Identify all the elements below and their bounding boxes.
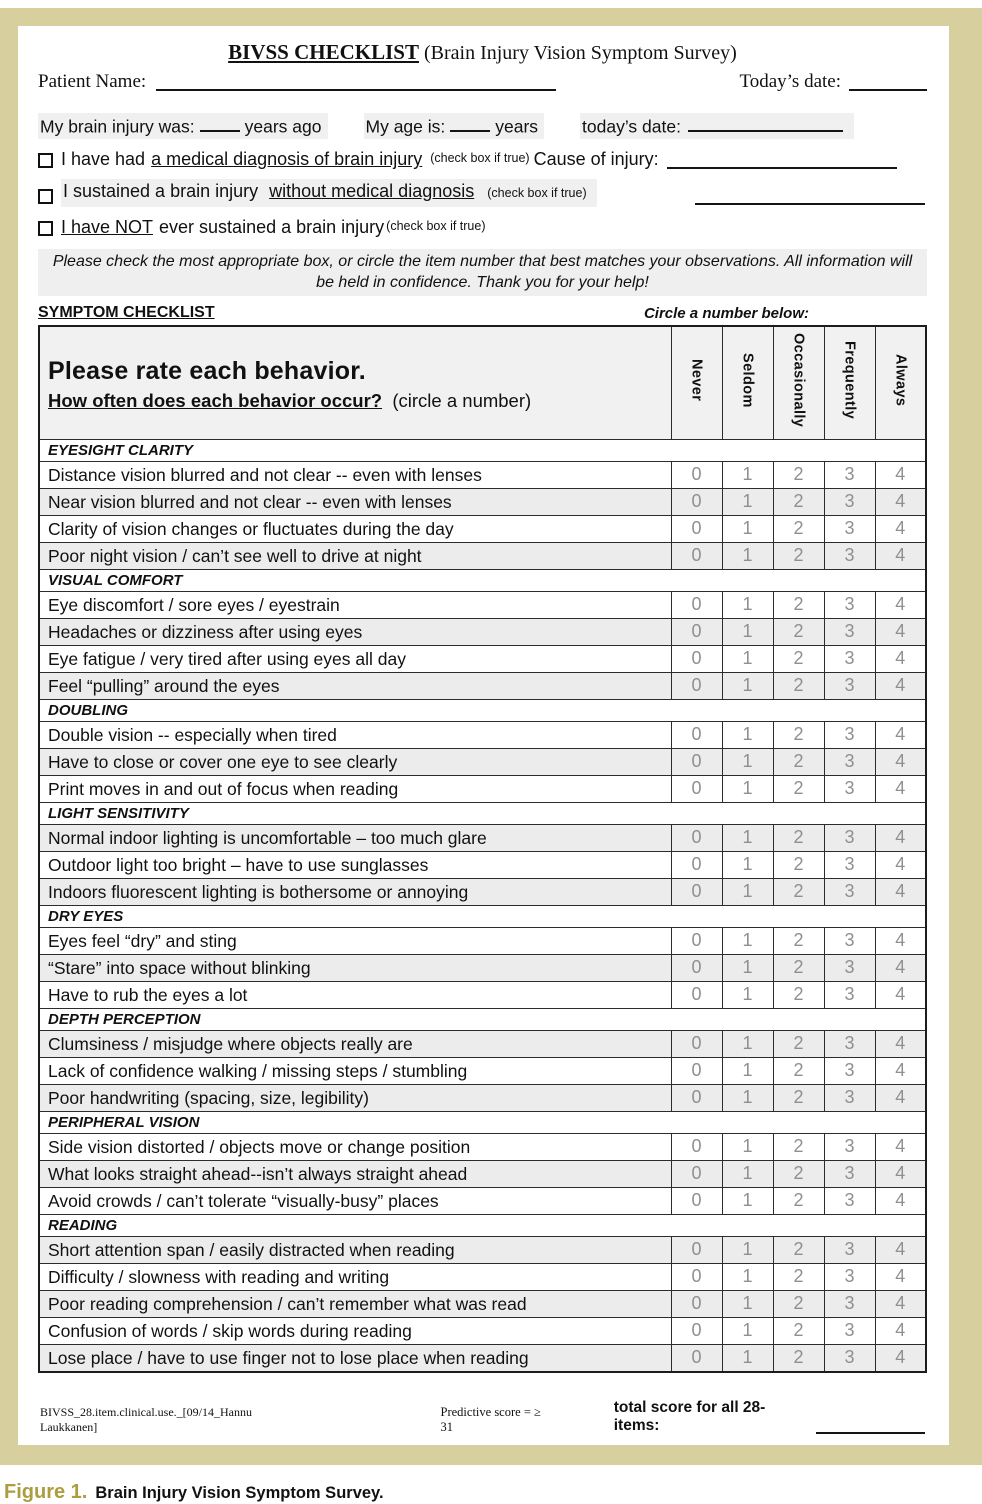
score-cell-4[interactable]: 4: [875, 981, 926, 1008]
section-title: LIGHT SENSITIVITY: [39, 802, 926, 824]
checklist-heading-row: [38, 304, 927, 322]
score-cell-0[interactable]: 0: [671, 878, 722, 905]
column-header-always: Always: [875, 326, 926, 439]
injury-years-label: My brain injury was:: [40, 116, 195, 137]
symptom-label: Outdoor light too bright – have to use sunglasses: [39, 851, 671, 878]
score-cell-3[interactable]: 3: [824, 461, 875, 488]
symptom-label: Clumsiness / misjudge where objects really are: [39, 1030, 671, 1057]
score-cell-2[interactable]: 2: [773, 672, 824, 699]
cb2-underlined: without medical diagnosis: [269, 181, 475, 202]
score-cell-4[interactable]: 4: [875, 488, 926, 515]
score-cell-4[interactable]: 4: [875, 1030, 926, 1057]
score-cell-0[interactable]: 0: [671, 515, 722, 542]
no-diagnosis-checkbox[interactable]: [38, 189, 53, 204]
score-cell-1[interactable]: 1: [722, 748, 773, 775]
score-cell-0[interactable]: 0: [671, 981, 722, 1008]
never-injury-checkbox-row: [38, 215, 927, 239]
figure-caption-text: Brain Injury Vision Symptom Survey.: [95, 1483, 384, 1502]
score-cell-1[interactable]: 1: [722, 1057, 773, 1084]
score-cell-2[interactable]: 2: [773, 1057, 824, 1084]
prompt-subtitle-rest: (circle a number): [392, 389, 532, 411]
total-score-label: total score for all 28-items:: [613, 1398, 766, 1434]
symptom-row: [39, 954, 926, 981]
symptom-checklist-heading: SYMPTOM CHECKLIST: [38, 304, 215, 322]
score-cell-1[interactable]: 1: [722, 1160, 773, 1187]
score-cell-3[interactable]: 3: [824, 515, 875, 542]
column-header-seldom: Seldom: [722, 326, 773, 439]
score-cell-4[interactable]: 4: [875, 748, 926, 775]
score-cell-2[interactable]: 2: [773, 1030, 824, 1057]
score-cell-3[interactable]: 3: [824, 981, 875, 1008]
symptom-label: Lack of confidence walking / missing steps / stumbling: [39, 1057, 671, 1084]
score-cell-1[interactable]: 1: [722, 1317, 773, 1344]
symptom-row: [39, 927, 926, 954]
age-segment: [364, 113, 545, 139]
prompt-subtitle-question: How often does each behavior occur?: [48, 389, 383, 411]
score-cell-0[interactable]: 0: [671, 824, 722, 851]
symptom-row: [39, 1084, 926, 1111]
score-cell-3[interactable]: 3: [824, 618, 875, 645]
score-cell-0[interactable]: 0: [671, 1133, 722, 1160]
confidence-note: Please check the most appropriate box, or circle the item number that best matches your observations. All information will be held in confidence. Thank you for your help!: [38, 249, 927, 296]
score-cell-3[interactable]: 3: [824, 672, 875, 699]
section-header-row: [39, 1111, 926, 1133]
score-cell-4[interactable]: 4: [875, 461, 926, 488]
symptom-row: [39, 672, 926, 699]
total-score-field[interactable]: [816, 1417, 925, 1434]
score-cell-2[interactable]: 2: [773, 851, 824, 878]
score-cell-0[interactable]: 0: [671, 542, 722, 569]
symptom-label: Side vision distorted / objects move or change position: [39, 1133, 671, 1160]
score-cell-4[interactable]: 4: [875, 1263, 926, 1290]
prompt-title: Please rate each behavior.: [48, 356, 366, 385]
symptom-label: Headaches or dizziness after using eyes: [39, 618, 671, 645]
no-diagnosis-checkbox-row: [38, 179, 927, 207]
cb3-post: ever sustained a brain injury: [159, 217, 385, 238]
section-title: PERIPHERAL VISION: [39, 1111, 926, 1133]
score-cell-3[interactable]: 3: [824, 488, 875, 515]
age-suffix: years: [495, 116, 539, 137]
score-cell-4[interactable]: 4: [875, 672, 926, 699]
symptom-label: Near vision blurred and not clear -- even with lenses: [39, 488, 671, 515]
score-cell-4[interactable]: 4: [875, 1290, 926, 1317]
score-cell-0[interactable]: 0: [671, 1344, 722, 1372]
score-cell-4[interactable]: 4: [875, 515, 926, 542]
score-cell-2[interactable]: 2: [773, 1290, 824, 1317]
score-cell-4[interactable]: 4: [875, 927, 926, 954]
page-title: [38, 40, 927, 65]
score-cell-1[interactable]: 1: [722, 1084, 773, 1111]
age-label: My age is:: [365, 116, 446, 137]
symptom-label: What looks straight ahead--isn’t always straight ahead: [39, 1160, 671, 1187]
survey-page: [18, 26, 949, 1445]
title-main: BIVSS CHECKLIST: [228, 40, 419, 64]
title-subtitle: (Brain Injury Vision Symptom Survey): [418, 42, 737, 64]
cause-of-injury-label: Cause of injury:: [533, 149, 659, 170]
form-footer: [38, 1399, 927, 1435]
symptom-row: [39, 461, 926, 488]
score-cell-1[interactable]: 1: [722, 618, 773, 645]
score-cell-0[interactable]: 0: [671, 1317, 722, 1344]
symptom-row: [39, 591, 926, 618]
symptom-row: [39, 1290, 926, 1317]
score-cell-2[interactable]: 2: [773, 1160, 824, 1187]
figure-number: Figure 1.: [4, 1480, 88, 1503]
score-cell-2[interactable]: 2: [773, 1236, 824, 1263]
patient-line: [38, 71, 927, 93]
section-title: DRY EYES: [39, 905, 926, 927]
score-cell-2[interactable]: 2: [773, 461, 824, 488]
cb3-small-note: (check box if true): [386, 219, 486, 234]
injury-years-segment: [38, 113, 328, 139]
score-cell-2[interactable]: 2: [773, 488, 824, 515]
symptom-row: [39, 824, 926, 851]
score-cell-4[interactable]: 4: [875, 1187, 926, 1214]
injury-info-line: [38, 113, 927, 139]
symptom-label: Indoors fluorescent lighting is bothersome or annoying: [39, 878, 671, 905]
symptom-row: [39, 515, 926, 542]
figure-frame: [0, 8, 982, 1465]
score-cell-0[interactable]: 0: [671, 954, 722, 981]
cause-of-injury-field-line2[interactable]: [695, 186, 925, 205]
never-injury-checkbox[interactable]: [38, 221, 53, 236]
symptom-row: [39, 1236, 926, 1263]
score-cell-4[interactable]: 4: [875, 645, 926, 672]
score-cell-1[interactable]: 1: [722, 1187, 773, 1214]
section-header-row: [39, 802, 926, 824]
symptom-table-body: [39, 326, 926, 1371]
symptom-label: Normal indoor lighting is uncomfortable – too much glare: [39, 824, 671, 851]
score-cell-4[interactable]: 4: [875, 1084, 926, 1111]
score-cell-1[interactable]: 1: [722, 645, 773, 672]
todays-date-field[interactable]: [849, 71, 927, 91]
column-header-frequently: Frequently: [824, 326, 875, 439]
score-cell-1[interactable]: 1: [722, 954, 773, 981]
score-cell-1[interactable]: 1: [722, 775, 773, 802]
score-cell-3[interactable]: 3: [824, 927, 875, 954]
score-cell-2[interactable]: 2: [773, 618, 824, 645]
score-cell-1[interactable]: 1: [722, 1344, 773, 1372]
score-cell-4[interactable]: 4: [875, 1236, 926, 1263]
score-cell-0[interactable]: 0: [671, 721, 722, 748]
cb1-small-note: (check box if true): [430, 151, 530, 166]
score-cell-3[interactable]: 3: [824, 954, 875, 981]
score-cell-0[interactable]: 0: [671, 1187, 722, 1214]
patient-name-label: Patient Name:: [38, 71, 147, 92]
symptom-label: Eye discomfort / sore eyes / eyestrain: [39, 591, 671, 618]
score-cell-1[interactable]: 1: [722, 1030, 773, 1057]
cause-of-injury-field[interactable]: [667, 150, 897, 169]
score-cell-1[interactable]: 1: [722, 721, 773, 748]
score-cell-2[interactable]: 2: [773, 981, 824, 1008]
table-header-row: [39, 326, 926, 439]
column-header-never: Never: [671, 326, 722, 439]
section-header-row: [39, 569, 926, 591]
symptom-row: [39, 488, 926, 515]
score-cell-3[interactable]: 3: [824, 748, 875, 775]
score-cell-4[interactable]: 4: [875, 1317, 926, 1344]
score-cell-2[interactable]: 2: [773, 775, 824, 802]
rating-prompt-cell: [39, 326, 671, 439]
age-field[interactable]: [450, 114, 490, 132]
cb2-small-note: (check box if true): [487, 186, 587, 201]
score-cell-3[interactable]: 3: [824, 1263, 875, 1290]
symptom-row: [39, 618, 926, 645]
symptom-label: Poor night vision / can’t see well to drive at night: [39, 542, 671, 569]
score-cell-3[interactable]: 3: [824, 1236, 875, 1263]
symptom-row: [39, 542, 926, 569]
score-cell-3[interactable]: 3: [824, 645, 875, 672]
score-cell-2[interactable]: 2: [773, 721, 824, 748]
date-segment: [580, 113, 854, 139]
symptom-row: [39, 1133, 926, 1160]
score-cell-0[interactable]: 0: [671, 618, 722, 645]
score-cell-2[interactable]: 2: [773, 1317, 824, 1344]
score-cell-3[interactable]: 3: [824, 1133, 875, 1160]
symptom-row: [39, 1160, 926, 1187]
score-cell-2[interactable]: 2: [773, 542, 824, 569]
score-cell-1[interactable]: 1: [722, 1263, 773, 1290]
score-cell-3[interactable]: 3: [824, 775, 875, 802]
score-cell-0[interactable]: 0: [671, 851, 722, 878]
symptom-label: Double vision -- especially when tired: [39, 721, 671, 748]
score-cell-1[interactable]: 1: [722, 824, 773, 851]
score-cell-4[interactable]: 4: [875, 851, 926, 878]
score-cell-2[interactable]: 2: [773, 1084, 824, 1111]
symptom-label: Poor handwriting (spacing, size, legibility): [39, 1084, 671, 1111]
score-cell-3[interactable]: 3: [824, 542, 875, 569]
score-cell-1[interactable]: 1: [722, 878, 773, 905]
score-cell-0[interactable]: 0: [671, 748, 722, 775]
score-cell-0[interactable]: 0: [671, 1057, 722, 1084]
column-header-occasionally: Occasionally: [773, 326, 824, 439]
score-cell-3[interactable]: 3: [824, 1317, 875, 1344]
score-cell-1[interactable]: 1: [722, 1133, 773, 1160]
score-cell-4[interactable]: 4: [875, 1057, 926, 1084]
symptom-label: Confusion of words / skip words during reading: [39, 1317, 671, 1344]
score-cell-2[interactable]: 2: [773, 824, 824, 851]
score-cell-2[interactable]: 2: [773, 748, 824, 775]
score-cell-1[interactable]: 1: [722, 851, 773, 878]
score-cell-0[interactable]: 0: [671, 1160, 722, 1187]
score-cell-0[interactable]: 0: [671, 1263, 722, 1290]
prompt-subtitle: [48, 390, 661, 412]
symptom-label: Have to rub the eyes a lot: [39, 981, 671, 1008]
score-cell-1[interactable]: 1: [722, 591, 773, 618]
score-cell-3[interactable]: 3: [824, 1084, 875, 1111]
symptom-label: Poor reading comprehension / can’t remember what was read: [39, 1290, 671, 1317]
section-header-row: [39, 439, 926, 461]
cb1-pre: I have had: [61, 149, 146, 170]
symptom-row: [39, 981, 926, 1008]
score-cell-2[interactable]: 2: [773, 1344, 824, 1372]
inline-date-field[interactable]: [688, 114, 843, 132]
symptom-row: [39, 878, 926, 905]
score-cell-0[interactable]: 0: [671, 1236, 722, 1263]
score-cell-2[interactable]: 2: [773, 1187, 824, 1214]
diagnosis-checkbox[interactable]: [38, 153, 53, 168]
section-header-row: [39, 1214, 926, 1236]
score-cell-1[interactable]: 1: [722, 488, 773, 515]
symptom-row: [39, 1317, 926, 1344]
score-cell-2[interactable]: 2: [773, 954, 824, 981]
score-cell-3[interactable]: 3: [824, 591, 875, 618]
symptom-label: Print moves in and out of focus when reading: [39, 775, 671, 802]
symptom-label: Eyes feel “dry” and sting: [39, 927, 671, 954]
score-cell-4[interactable]: 4: [875, 542, 926, 569]
score-cell-4[interactable]: 4: [875, 1133, 926, 1160]
symptom-row: [39, 645, 926, 672]
predictive-score-note: Predictive score = ≥ 31: [440, 1404, 541, 1434]
score-cell-3[interactable]: 3: [824, 721, 875, 748]
score-cell-3[interactable]: 3: [824, 878, 875, 905]
score-cell-0[interactable]: 0: [671, 775, 722, 802]
score-cell-1[interactable]: 1: [722, 1236, 773, 1263]
score-cell-4[interactable]: 4: [875, 1160, 926, 1187]
cb2-pre: I sustained a brain injury: [63, 181, 259, 202]
injury-years-field[interactable]: [200, 114, 240, 132]
symptom-label: Clarity of vision changes or fluctuates during the day: [39, 515, 671, 542]
score-cell-2[interactable]: 2: [773, 645, 824, 672]
score-cell-3[interactable]: 3: [824, 1160, 875, 1187]
score-cell-0[interactable]: 0: [671, 488, 722, 515]
diagnosis-checkbox-row: [38, 147, 927, 171]
score-cell-0[interactable]: 0: [671, 672, 722, 699]
score-cell-3[interactable]: 3: [824, 851, 875, 878]
section-title: READING: [39, 1214, 926, 1236]
cb3-underlined: I have NOT: [61, 217, 154, 238]
score-cell-1[interactable]: 1: [722, 672, 773, 699]
score-cell-3[interactable]: 3: [824, 1057, 875, 1084]
cb2-text: [61, 179, 597, 207]
symptom-row: [39, 1344, 926, 1372]
score-cell-1[interactable]: 1: [722, 542, 773, 569]
symptom-label: Distance vision blurred and not clear -- even with lenses: [39, 461, 671, 488]
section-title: DOUBLING: [39, 699, 926, 721]
score-cell-0[interactable]: 0: [671, 927, 722, 954]
score-cell-2[interactable]: 2: [773, 515, 824, 542]
score-cell-3[interactable]: 3: [824, 1187, 875, 1214]
score-cell-0[interactable]: 0: [671, 1030, 722, 1057]
score-cell-1[interactable]: 1: [722, 927, 773, 954]
score-cell-2[interactable]: 2: [773, 591, 824, 618]
symptom-label: Feel “pulling” around the eyes: [39, 672, 671, 699]
score-cell-3[interactable]: 3: [824, 1344, 875, 1372]
section-header-row: [39, 1008, 926, 1030]
score-cell-4[interactable]: 4: [875, 618, 926, 645]
symptom-label: Have to close or cover one eye to see clearly: [39, 748, 671, 775]
symptom-row: [39, 1030, 926, 1057]
symptom-label: Short attention span / easily distracted when reading: [39, 1236, 671, 1263]
score-cell-3[interactable]: 3: [824, 824, 875, 851]
symptom-row: [39, 748, 926, 775]
score-cell-4[interactable]: 4: [875, 775, 926, 802]
score-cell-1[interactable]: 1: [722, 981, 773, 1008]
symptom-row: [39, 1057, 926, 1084]
score-cell-1[interactable]: 1: [722, 1290, 773, 1317]
todays-date-label: Today’s date:: [739, 71, 841, 92]
cb1-underlined: a medical diagnosis of brain injury: [151, 149, 423, 170]
circle-number-label: Circle a number below:: [643, 305, 809, 323]
form-reference: BIVSS_28.item.clinical.use._[09/14_Hannu Laukkanen]: [40, 1404, 252, 1434]
symptom-row: [39, 721, 926, 748]
section-title: VISUAL COMFORT: [39, 569, 926, 591]
score-cell-4[interactable]: 4: [875, 824, 926, 851]
injury-years-suffix: years ago: [244, 116, 322, 137]
score-cell-1[interactable]: 1: [722, 461, 773, 488]
score-cell-2[interactable]: 2: [773, 927, 824, 954]
symptom-row: [39, 1263, 926, 1290]
score-cell-2[interactable]: 2: [773, 878, 824, 905]
score-cell-4[interactable]: 4: [875, 954, 926, 981]
score-cell-4[interactable]: 4: [875, 591, 926, 618]
score-cell-2[interactable]: 2: [773, 1263, 824, 1290]
score-cell-0[interactable]: 0: [671, 1084, 722, 1111]
score-cell-0[interactable]: 0: [671, 461, 722, 488]
symptom-label: “Stare” into space without blinking: [39, 954, 671, 981]
score-cell-1[interactable]: 1: [722, 515, 773, 542]
score-cell-0[interactable]: 0: [671, 591, 722, 618]
symptom-row: [39, 775, 926, 802]
score-cell-0[interactable]: 0: [671, 645, 722, 672]
section-header-row: [39, 699, 926, 721]
patient-name-field[interactable]: [156, 71, 556, 91]
symptom-row: [39, 1187, 926, 1214]
score-cell-4[interactable]: 4: [875, 878, 926, 905]
section-title: EYESIGHT CLARITY: [39, 439, 926, 461]
figure-caption: [0, 1465, 982, 1504]
symptom-label: Lose place / have to use finger not to lose place when reading: [39, 1344, 671, 1372]
symptom-table: [38, 325, 927, 1372]
symptom-label: Eye fatigue / very tired after using eyes all day: [39, 645, 671, 672]
score-cell-4[interactable]: 4: [875, 1344, 926, 1372]
section-header-row: [39, 905, 926, 927]
score-cell-4[interactable]: 4: [875, 721, 926, 748]
score-cell-0[interactable]: 0: [671, 1290, 722, 1317]
section-title: DEPTH PERCEPTION: [39, 1008, 926, 1030]
score-cell-2[interactable]: 2: [773, 1133, 824, 1160]
inline-date-label: today’s date:: [582, 116, 681, 137]
score-cell-3[interactable]: 3: [824, 1290, 875, 1317]
score-cell-3[interactable]: 3: [824, 1030, 875, 1057]
symptom-label: Avoid crowds / can’t tolerate “visually-busy” places: [39, 1187, 671, 1214]
symptom-row: [39, 851, 926, 878]
symptom-label: Difficulty / slowness with reading and writing: [39, 1263, 671, 1290]
